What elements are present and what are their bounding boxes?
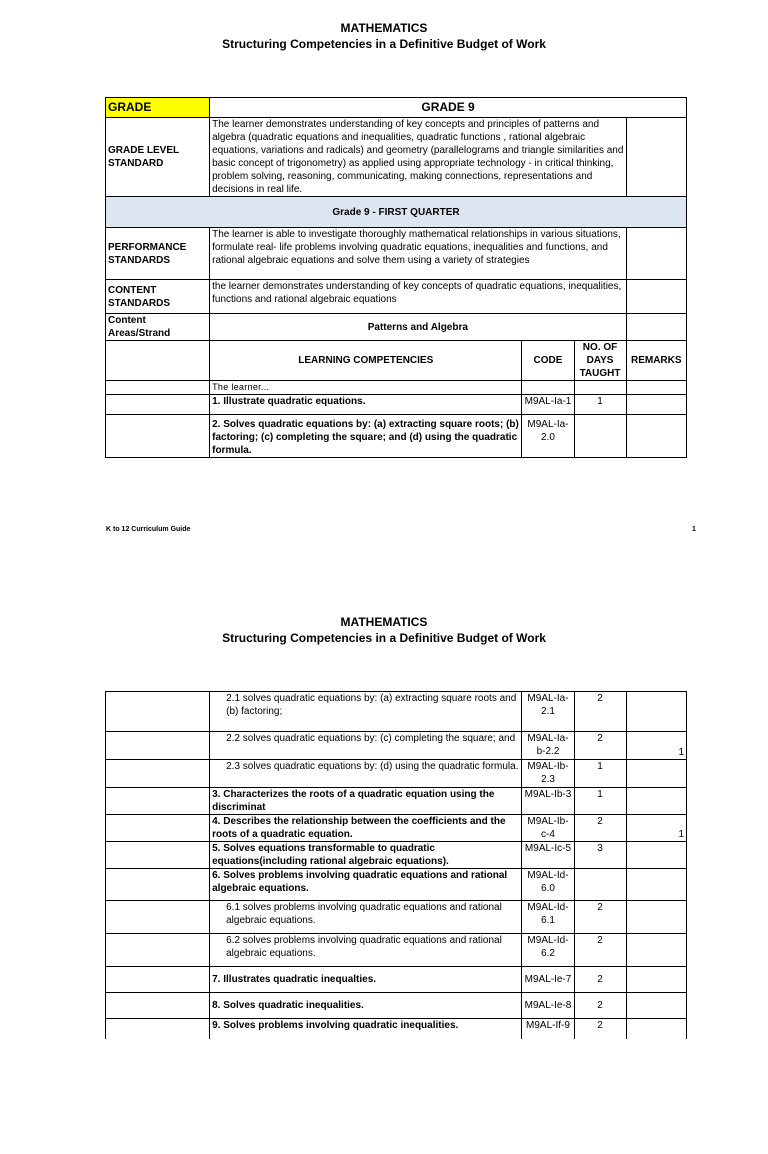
competency-remarks (626, 395, 686, 415)
competency-days: 2 (574, 934, 626, 967)
header-remarks: REMARKS (626, 341, 686, 381)
grade-level-standard-remarks (626, 118, 686, 197)
competency-text: 7. Illustrates quadratic inequalties. (210, 967, 522, 993)
competency-days: 2 (574, 967, 626, 993)
budget-table-page1 (105, 97, 687, 458)
table-row (106, 815, 687, 842)
competency-remarks (626, 993, 686, 1019)
competency-text: 5. Solves equations transformable to quadratic equations(including rational algebraic equations). (210, 842, 522, 869)
table-row (106, 1019, 687, 1039)
table-row (106, 901, 687, 934)
competency-text: 1. Illustrate quadratic equations. (210, 395, 522, 415)
competency-code: M9AL-Id-6.1 (522, 901, 574, 934)
table-row (106, 732, 687, 760)
performance-remarks (626, 228, 686, 280)
table-row (106, 415, 687, 458)
column-header-row (106, 341, 687, 381)
table-row (106, 993, 687, 1019)
competency-text: 6.1 solves problems involving quadratic equations and rational algebraic equations. (210, 901, 522, 934)
learner-intro-row (106, 381, 687, 395)
competency-remarks (626, 1019, 686, 1039)
performance-standards-row (106, 228, 687, 280)
competency-code: M9AL-Id-6.0 (522, 869, 574, 901)
competency-code: M9AL-Ie-8 (522, 993, 574, 1019)
competency-code: M9AL-If-9 (522, 1019, 574, 1039)
competency-days: 1 (574, 788, 626, 815)
quarter-heading: Grade 9 - FIRST QUARTER (106, 197, 687, 228)
content-standards-row (106, 280, 687, 314)
competency-text: 6.2 solves problems involving quadratic equations and rational algebraic equations. (210, 934, 522, 967)
performance-standards-label: PERFORMANCE STANDARDS (106, 228, 210, 280)
grade-value: GRADE 9 (210, 98, 687, 118)
competency-remarks (626, 869, 686, 901)
competency-text: 4. Describes the relationship between the coefficients and the roots of a quadratic equation. (210, 815, 522, 842)
content-standards-label: CONTENT STANDARDS (106, 280, 210, 314)
grade-label: GRADE (106, 98, 210, 118)
performance-standards-text: The learner is able to investigate thoroughly mathematical relationships in various situations, formulate real- life problems involving quadratic equations, inequalities and functions, and rational algebraic equations and solve them using a variety of strategies (210, 228, 626, 280)
strand-value: Patterns and Algebra (210, 314, 626, 341)
competency-remarks (626, 934, 686, 967)
competency-days (574, 415, 626, 458)
table-row (106, 395, 687, 415)
strand-remarks (626, 314, 686, 341)
grade-level-standard-row (106, 118, 687, 197)
table-row (106, 760, 687, 788)
content-remarks (626, 280, 686, 314)
table-row (106, 842, 687, 869)
strand-label: Content Areas/Strand (106, 314, 210, 341)
document-subtitle: Structuring Competencies in a Definitive Budget of Work (222, 37, 546, 51)
competency-days: 2 (574, 1019, 626, 1039)
competency-remarks (626, 967, 686, 993)
header-code: CODE (522, 341, 574, 381)
competency-code: M9AL-Ia-1 (522, 395, 574, 415)
competency-days (574, 869, 626, 901)
grade-level-standard-text: The learner demonstrates understanding of key concepts and principles of patterns and algebra (quadratic equations and inequalities, quadratic functions , rational algebraic equations, variations and radicals) and geometry (parallelograms and triangle similarities and basic concept of trigonometry) as applied using appropriate technology - in critical thinking, problem solving, reasoning, communicating, making connections, representations and decisions in real life. (210, 118, 626, 197)
competency-days: 1 (574, 395, 626, 415)
header-blank (106, 341, 210, 381)
competency-code: M9AL-Ic-5 (522, 842, 574, 869)
competency-remarks (626, 692, 686, 732)
subject-title: MATHEMATICS (340, 615, 428, 629)
competency-code: M9AL-Ib-c-4 (522, 815, 574, 842)
competency-days: 2 (574, 901, 626, 934)
grade-row (106, 98, 687, 118)
document-subtitle: Structuring Competencies in a Definitive Budget of Work (222, 631, 546, 645)
content-standards-text: the learner demonstrates understanding of key concepts of quadratic equations, inequalities, functions and rational algebraic equations (210, 280, 626, 314)
strand-row (106, 314, 687, 341)
footer-page-number: 1 (692, 526, 696, 533)
competency-remarks (626, 842, 686, 869)
grade-level-standard-label: GRADE LEVEL STANDARD (106, 118, 210, 197)
competency-days: 1 (574, 760, 626, 788)
competency-text: 9. Solves problems involving quadratic inequalities. (210, 1019, 522, 1039)
competency-days: 3 (574, 842, 626, 869)
budget-table-page2 (105, 691, 687, 1039)
intro-blank (106, 381, 210, 395)
table-row (106, 967, 687, 993)
table-row (106, 788, 687, 815)
competency-text: 2.1 solves quadratic equations by: (a) extracting square roots and (b) factoring; (210, 692, 522, 732)
competency-days: 2 (574, 692, 626, 732)
competency-text: 3. Characterizes the roots of a quadratic equation using the discriminat (210, 788, 522, 815)
table-row (106, 869, 687, 901)
competency-text: 2.2 solves quadratic equations by: (c) completing the square; and (210, 732, 522, 760)
competency-remarks (626, 760, 686, 788)
competency-text: 6. Solves problems involving quadratic equations and rational algebraic equations. (210, 869, 522, 901)
competency-code: M9AL-Ie-7 (522, 967, 574, 993)
competency-days: 2 (574, 815, 626, 842)
subject-title: MATHEMATICS (340, 21, 428, 35)
competency-code: M9AL-Ia-2.1 (522, 692, 574, 732)
competency-code: M9AL-Id-6.2 (522, 934, 574, 967)
competency-remarks: 1 (626, 815, 686, 842)
competency-text: 2. Solves quadratic equations by: (a) extracting square roots; (b) factoring; (c) completing the square; and (d) using the quadratic formula. (210, 415, 522, 458)
footer-guide: K to 12 Curriculum Guide (106, 526, 191, 533)
quarter-row (106, 197, 687, 228)
header-competencies: LEARNING COMPETENCIES (210, 341, 522, 381)
competency-text: 8. Solves quadratic inequalities. (210, 993, 522, 1019)
table-row (106, 934, 687, 967)
competency-code: M9AL-Ia-2.0 (522, 415, 574, 458)
competency-code: M9AL-Ib-2.3 (522, 760, 574, 788)
competency-remarks: 1 (626, 732, 686, 760)
competency-days: 2 (574, 993, 626, 1019)
competency-remarks (626, 788, 686, 815)
page-1 (0, 0, 768, 560)
learner-intro: The learner... (210, 381, 522, 395)
competency-remarks (626, 415, 686, 458)
competency-code: M9AL-Ia-b-2.2 (522, 732, 574, 760)
competency-code: M9AL-Ib-3 (522, 788, 574, 815)
competency-days: 2 (574, 732, 626, 760)
competency-text: 2.3 solves quadratic equations by: (d) using the quadratic formula. (210, 760, 522, 788)
competency-remarks (626, 901, 686, 934)
header-days: NO. OF DAYS TAUGHT (574, 341, 626, 381)
table-row (106, 692, 687, 732)
page-2 (0, 594, 768, 1154)
